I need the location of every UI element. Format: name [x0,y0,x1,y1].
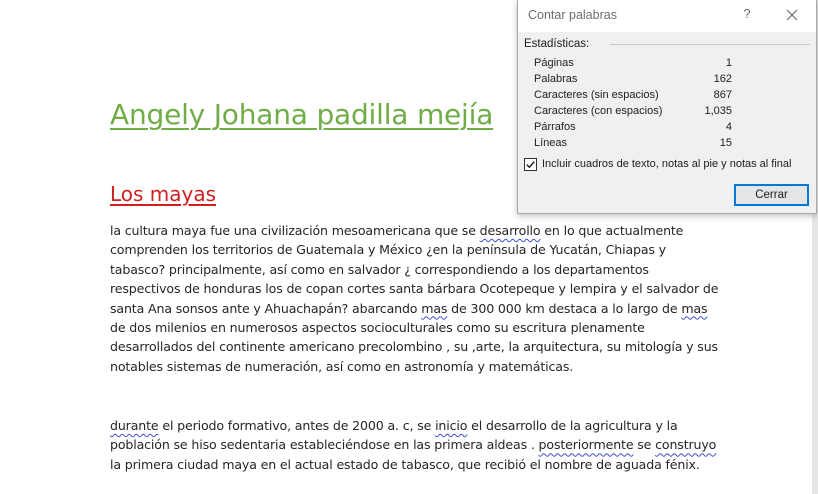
misspelled-word: mas [681,300,708,316]
misspelled-word: inicio [435,418,468,433]
word-count-dialog [517,0,817,214]
statistics-label: Estadísticas: [524,38,590,50]
paragraph-2 [110,416,716,474]
paragraph-1 [110,221,718,376]
misspelled-word: posteriormente [538,437,634,453]
text-run: población se hiso sedentaria estableciéndose en las primera aldeas . [110,437,539,453]
text-line [110,337,718,356]
text-run: se [633,437,656,453]
stat-row [534,57,732,73]
text-line [110,318,718,337]
stat-value: 867 [713,89,732,101]
text-line [110,299,718,318]
text-run: desarrollados del continente americano precolombino , su ,arte, la arquitectura, su mitología y sus [110,339,718,355]
stat-row [534,73,732,89]
stat-label: Líneas [534,137,568,149]
dialog-titlebar[interactable] [518,0,816,32]
text-line [110,221,718,240]
stat-value: 1 [725,57,732,69]
text-line [110,416,716,435]
stat-value: 4 [725,121,732,133]
text-run: notables sistemas de numeración, así como en astronomía y matemáticas. [110,358,574,374]
text-run: tabasco? principalmente, así como en salvador ¿ correspondiendo a los departamentos [110,261,649,277]
stat-label: Párrafos [534,121,576,133]
stat-label: Caracteres (con espacios) [534,105,663,117]
text-run: comprenden los territorios de Guatemala y México ¿en la península de Yucatán, Chiapas y [110,242,666,258]
misspelled-word: desarrollo [479,223,541,238]
text-line [110,435,716,454]
section-divider [610,44,810,45]
document-title: Angely Johana padilla mejía [110,98,494,131]
checkmark-icon [525,159,536,170]
help-button[interactable]: ? [743,6,751,21]
text-run: en lo que actualmente [540,223,684,238]
stat-label: Caracteres (sin espacios) [534,89,659,101]
include-textboxes-label: Incluir cuadros de texto, notas al pie y notas al final [542,158,792,170]
text-run: el desarrollo de la agricultura y la [467,418,678,433]
misspelled-word: mas [421,300,448,316]
text-run: la primera ciudad maya en el actual estado de tabasco, que recibió el nombre de aguada fénix. [110,456,700,472]
text-run: respectivos de honduras los de copan cortes santa bárbara Ocotepeque y lempira y el salvador de [110,281,719,297]
text-line [110,260,718,279]
stat-row [534,121,732,137]
text-run: de dos milenios en numerosos aspectos socioculturales como su escritura plenamente [110,320,645,336]
document-subtitle: Los mayas [110,182,217,206]
text-run: santa Ana sonsos ante y Ahuachapán? abarcando [110,300,422,316]
close-button[interactable]: Cerrar [734,184,809,206]
stat-row [534,137,732,153]
text-line [110,455,716,474]
dialog-title: Contar palabras [528,8,617,22]
stat-value: 162 [713,73,732,85]
stat-label: Páginas [534,57,574,69]
misspelled-word: durante [110,418,159,433]
statistics-list [534,57,732,153]
text-run: la cultura maya fue una civilización mesoamericana que se [110,223,480,238]
text-line [110,240,718,259]
stat-value: 15 [719,137,732,149]
text-run: de 300 000 km destaca a lo largo de [447,300,682,316]
stat-label: Palabras [534,73,578,85]
misspelled-word: construyo [655,437,717,453]
text-run: el periodo formativo, antes de 2000 a. c, se [158,418,436,433]
text-line [110,357,718,376]
close-icon[interactable] [784,7,800,23]
stat-row [534,89,732,105]
stat-row [534,105,732,121]
include-textboxes-checkbox[interactable] [524,158,537,171]
stat-value: 1,035 [704,105,732,117]
text-line [110,279,718,298]
